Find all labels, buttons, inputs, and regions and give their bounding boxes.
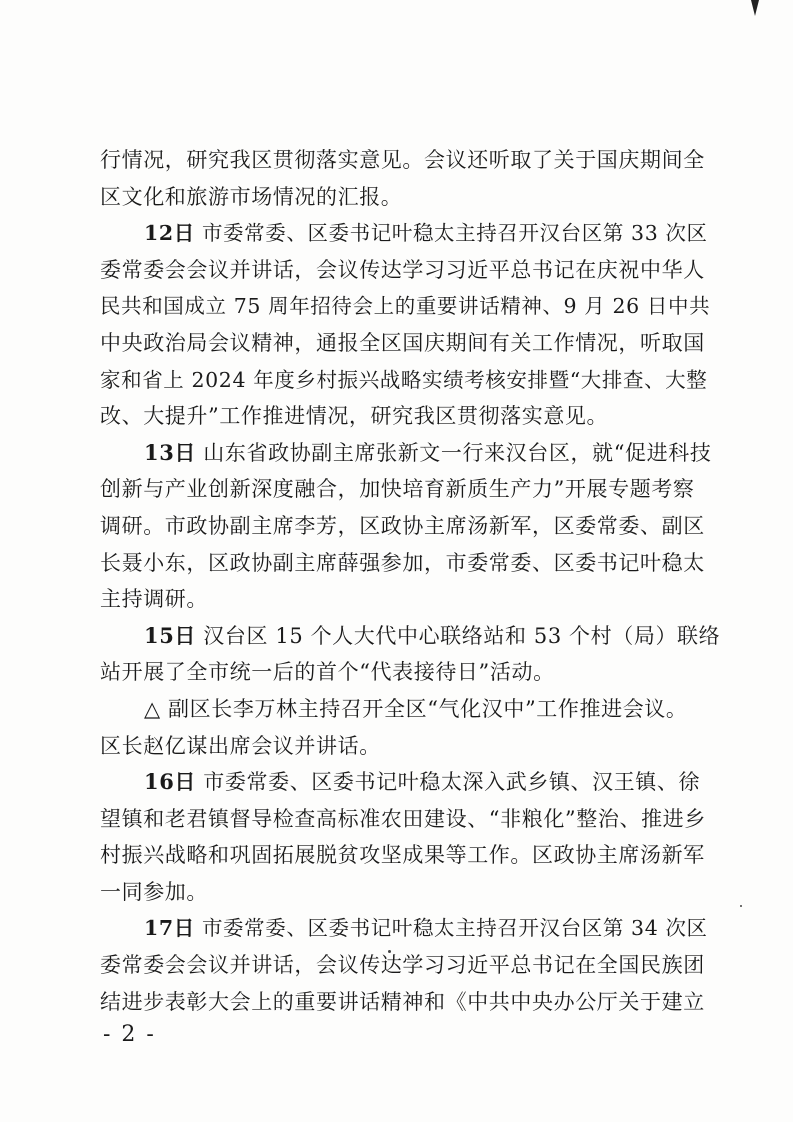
entry-date: 15日	[144, 622, 197, 648]
text-line	[100, 215, 720, 252]
line-text: 创新与产业创新深度融合，加快培育新质生产力”开展专题考察	[100, 477, 695, 502]
entry-date: 16日	[144, 769, 197, 795]
text-line	[100, 837, 720, 874]
entry-date: 17日	[144, 916, 195, 941]
text-line	[100, 654, 720, 691]
line-text: 一同参加。	[100, 879, 208, 904]
text-line	[100, 508, 720, 545]
text-line	[100, 984, 720, 1021]
scan-speck	[740, 905, 742, 907]
text-line	[100, 545, 720, 582]
line-text: △ 副区长李万林主持召开全区“气化汉中”工作推进会议。	[144, 696, 688, 721]
entry-date: 13日	[144, 439, 197, 465]
line-text: 长聂小东，区政协副主席薛强参加，市委常委、区委书记叶稳太	[100, 550, 705, 575]
text-line	[100, 325, 720, 362]
line-text: 区文化和旅游市场情况的汇报。	[100, 184, 403, 209]
line-text: 山东省政协副主席张新文一行来汉台区，就“促进科技	[196, 440, 712, 465]
text-line	[100, 471, 720, 508]
text-line	[100, 947, 720, 984]
entry-date: 12日	[144, 221, 195, 246]
text-line	[100, 764, 720, 801]
text-line	[100, 691, 720, 728]
text-line	[100, 801, 720, 838]
line-text: 改、大提升”工作推进情况，研究我区贯彻落实意见。	[100, 404, 609, 429]
scan-speck	[388, 950, 391, 953]
line-text: 委常委会会议并讲话，会议传达学习习近平总书记在庆祝中华人	[100, 257, 705, 282]
text-line	[100, 618, 720, 655]
text-line	[100, 435, 720, 472]
text-line	[100, 728, 720, 765]
line-text: 行情况，研究我区贯彻落实意见。会议还听取了关于国庆期间全	[100, 148, 705, 172]
text-line	[100, 179, 720, 216]
text-line	[100, 288, 720, 325]
line-text: 结进步表彰大会上的重要讲话精神和《中共中央办公厅关于建立	[100, 989, 705, 1014]
line-text: 市委常委、区委书记叶稳太主持召开汉台区第 33 次区	[194, 221, 708, 246]
line-text: 区长赵亿谋出席会议并讲话。	[100, 733, 381, 758]
line-text: 汉台区 15 个人大代中心联络站和 53 个村（局）联络	[196, 623, 721, 648]
text-line	[100, 398, 720, 435]
line-text: 市委常委、区委书记叶稳太深入武乡镇、汉王镇、徐	[196, 770, 701, 795]
line-text: 家和省上 2024 年度乡村振兴战略实绩考核安排暨“大排查、大整	[100, 367, 708, 392]
line-text: 民共和国成立 75 周年招待会上的重要讲话精神、9 月 26 日中共	[100, 294, 711, 319]
line-text: 村振兴战略和巩固拓展脱贫攻坚成果等工作。区政协主席汤新军	[100, 843, 705, 868]
body-text	[100, 142, 720, 1020]
line-text: 望镇和老君镇督导检查高标准农田建设、“非粮化”整治、推进乡	[100, 806, 706, 831]
line-text: 主持调研。	[100, 587, 208, 612]
line-text: 站开展了全市统一后的首个“代表接待日”活动。	[100, 660, 555, 685]
line-text: 中央政治局会议精神，通报全区国庆期间有关工作情况，听取国	[100, 330, 705, 355]
line-text: 调研。市政协副主席李芳，区政协主席汤新军，区委常委、副区	[100, 513, 705, 538]
text-line	[100, 362, 720, 399]
text-line	[100, 252, 720, 289]
line-text: 委常委会会议并讲话，会议传达学习习近平总书记在全国民族团	[100, 953, 705, 978]
line-text: 市委常委、区委书记叶稳太主持召开汉台区第 34 次区	[194, 916, 708, 941]
text-line	[100, 142, 720, 179]
corner-mark-icon	[751, 0, 759, 16]
text-line	[100, 910, 720, 947]
text-line	[100, 581, 720, 618]
text-line	[100, 874, 720, 911]
page-number: - 2 -	[103, 1022, 156, 1047]
